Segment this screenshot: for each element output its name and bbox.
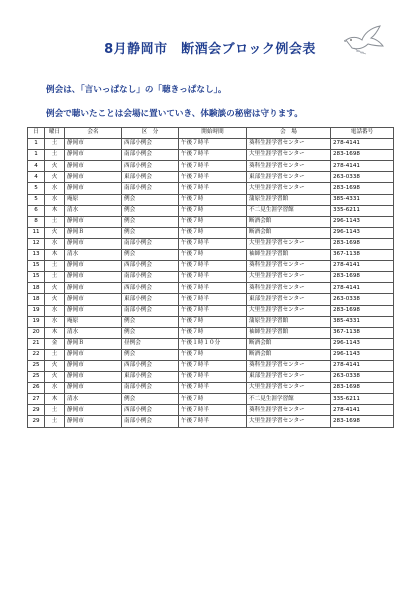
cell-phone: 385-4331 xyxy=(331,316,394,327)
cell-weekday: 土 xyxy=(45,272,65,283)
cell-day: 26 xyxy=(28,383,45,394)
cell-day: 29 xyxy=(28,416,45,427)
table-row xyxy=(28,372,394,383)
cell-group: 静岡市 xyxy=(65,405,122,416)
cell-weekday: 土 xyxy=(45,405,65,416)
table-row xyxy=(28,172,394,183)
cell-weekday: 土 xyxy=(45,416,65,427)
table-row xyxy=(28,183,394,194)
cell-start-time: 午後７時 xyxy=(179,205,247,216)
cell-venue: 大里生涯学習センター xyxy=(247,272,331,283)
cell-weekday: 火 xyxy=(45,161,65,172)
cell-category: 例会 xyxy=(122,394,179,405)
cell-group: 静岡市 xyxy=(65,372,122,383)
cell-start-time: 午後７時半 xyxy=(179,405,247,416)
cell-day: 21 xyxy=(28,338,45,349)
cell-group: 静岡市 xyxy=(65,238,122,249)
cell-phone: 367-1138 xyxy=(331,327,394,338)
cell-day: 19 xyxy=(28,305,45,316)
cell-weekday: 木 xyxy=(45,205,65,216)
cell-weekday: 水 xyxy=(45,194,65,205)
cell-group: 庵原 xyxy=(65,316,122,327)
cell-phone: 296-1143 xyxy=(331,227,394,238)
cell-category: 例会 xyxy=(122,205,179,216)
cell-venue: 蒲原生涯学習館 xyxy=(247,316,331,327)
cell-weekday: 火 xyxy=(45,294,65,305)
table-row xyxy=(28,383,394,394)
cell-venue: 葵科生涯学習センター xyxy=(247,161,331,172)
cell-venue: 袖師生涯学習館 xyxy=(247,250,331,261)
cell-weekday: 土 xyxy=(45,150,65,161)
cell-group: 静岡市 xyxy=(65,139,122,150)
cell-start-time: 午後７時半 xyxy=(179,360,247,371)
cell-weekday: 水 xyxy=(45,316,65,327)
cell-start-time: 午後７時半 xyxy=(179,161,247,172)
cell-phone: 283-1698 xyxy=(331,383,394,394)
cell-day: 13 xyxy=(28,250,45,261)
cell-phone: 278-4141 xyxy=(331,139,394,150)
cell-category: 例会 xyxy=(122,216,179,227)
cell-day: 8 xyxy=(28,216,45,227)
cell-group: 静岡市 xyxy=(65,416,122,427)
cell-start-time: 午後７時 xyxy=(179,227,247,238)
cell-start-time: 午後７時半 xyxy=(179,305,247,316)
cell-phone: 278-4141 xyxy=(331,283,394,294)
cell-start-time: 午後７時 xyxy=(179,327,247,338)
cell-start-time: 午後７時半 xyxy=(179,183,247,194)
cell-weekday: 火 xyxy=(45,227,65,238)
rule-note-2: 例会で聴いたことは会場に置いていき、体験談の秘密は守ります。 xyxy=(46,109,303,119)
cell-group: 静岡Ｂ xyxy=(65,338,122,349)
header-group: 会名 xyxy=(65,128,122,139)
cell-venue: 蒲原生涯学習館 xyxy=(247,194,331,205)
cell-weekday: 水 xyxy=(45,238,65,249)
rule-note-1: 例会は、「言いっぱなし」の「聴きっぱなし」。 xyxy=(46,85,227,95)
cell-phone: 283-1698 xyxy=(331,183,394,194)
cell-category: 南部小例会 xyxy=(122,383,179,394)
cell-start-time: 午後７時半 xyxy=(179,383,247,394)
cell-venue: 不二見生涯学習館 xyxy=(247,394,331,405)
table-row xyxy=(28,349,394,360)
cell-category: 例会 xyxy=(122,194,179,205)
cell-phone: 283-1698 xyxy=(331,305,394,316)
cell-day: 25 xyxy=(28,372,45,383)
cell-venue: 断酒会館 xyxy=(247,349,331,360)
cell-category: 南部小例会 xyxy=(122,272,179,283)
cell-category: 南部小例会 xyxy=(122,416,179,427)
cell-group: 静岡市 xyxy=(65,383,122,394)
cell-phone: 385-4331 xyxy=(331,194,394,205)
header-weekday: 曜日 xyxy=(45,128,65,139)
cell-group: 静岡市 xyxy=(65,150,122,161)
cell-start-time: 午後７時 xyxy=(179,394,247,405)
cell-day: 15 xyxy=(28,261,45,272)
cell-day: 27 xyxy=(28,394,45,405)
cell-weekday: 火 xyxy=(45,283,65,294)
cell-day: 11 xyxy=(28,227,45,238)
table-row xyxy=(28,294,394,305)
cell-venue: 大里生涯学習センター xyxy=(247,238,331,249)
cell-phone: 278-4141 xyxy=(331,261,394,272)
cell-phone: 263-0338 xyxy=(331,372,394,383)
cell-category: 東部小例会 xyxy=(122,172,179,183)
cell-venue: 葵科生涯学習センター xyxy=(247,360,331,371)
cell-day: 4 xyxy=(28,172,45,183)
cell-category: 例会 xyxy=(122,316,179,327)
cell-category: 西部小例会 xyxy=(122,161,179,172)
cell-day: 4 xyxy=(28,161,45,172)
cell-start-time: 午後７時半 xyxy=(179,261,247,272)
cell-phone: 263-0338 xyxy=(331,294,394,305)
cell-start-time: 午後７時 xyxy=(179,316,247,327)
cell-start-time: 午後７時 xyxy=(179,349,247,360)
table-header-row xyxy=(28,128,394,139)
table-row xyxy=(28,250,394,261)
cell-phone: 278-4141 xyxy=(331,360,394,371)
cell-category: 例会 xyxy=(122,327,179,338)
cell-day: 22 xyxy=(28,349,45,360)
cell-category: 昼例会 xyxy=(122,338,179,349)
table-row xyxy=(28,272,394,283)
cell-phone: 283-1698 xyxy=(331,150,394,161)
table-row xyxy=(28,338,394,349)
header-venue: 会 場 xyxy=(247,128,331,139)
cell-group: 静岡市 xyxy=(65,283,122,294)
table-row xyxy=(28,305,394,316)
cell-day: 18 xyxy=(28,294,45,305)
table-row xyxy=(28,416,394,427)
cell-category: 西部小例会 xyxy=(122,283,179,294)
cell-venue: 断酒会館 xyxy=(247,216,331,227)
cell-start-time: 午後７時 xyxy=(179,250,247,261)
cell-weekday: 木 xyxy=(45,394,65,405)
table-row xyxy=(28,394,394,405)
table-row xyxy=(28,261,394,272)
cell-start-time: 午後７時半 xyxy=(179,372,247,383)
cell-weekday: 土 xyxy=(45,349,65,360)
cell-venue: 東部生涯学習センター xyxy=(247,172,331,183)
cell-group: 清水 xyxy=(65,250,122,261)
cell-phone: 367-1138 xyxy=(331,250,394,261)
cell-group: 静岡Ｂ xyxy=(65,227,122,238)
table-row xyxy=(28,405,394,416)
cell-group: 静岡市 xyxy=(65,216,122,227)
page-title: 8月静岡市 断酒会ブロック例会表 xyxy=(104,42,316,57)
cell-weekday: 火 xyxy=(45,372,65,383)
cell-category: 東部小例会 xyxy=(122,294,179,305)
table-row xyxy=(28,238,394,249)
cell-venue: 東部生涯学習センター xyxy=(247,372,331,383)
table-row xyxy=(28,194,394,205)
cell-group: 清水 xyxy=(65,205,122,216)
cell-weekday: 土 xyxy=(45,261,65,272)
cell-group: 静岡市 xyxy=(65,349,122,360)
cell-venue: 大里生涯学習センター xyxy=(247,183,331,194)
cell-phone: 278-4141 xyxy=(331,405,394,416)
table-body xyxy=(28,139,394,427)
cell-weekday: 木 xyxy=(45,250,65,261)
cell-day: 29 xyxy=(28,405,45,416)
cell-start-time: 午後７時半 xyxy=(179,238,247,249)
cell-weekday: 土 xyxy=(45,216,65,227)
cell-weekday: 火 xyxy=(45,172,65,183)
table-row xyxy=(28,139,394,150)
meeting-schedule-table xyxy=(27,127,394,428)
cell-phone: 296-1143 xyxy=(331,216,394,227)
cell-venue: 葵科生涯学習センター xyxy=(247,139,331,150)
table-row xyxy=(28,316,394,327)
cell-start-time: 午後７時半 xyxy=(179,139,247,150)
cell-phone: 278-4141 xyxy=(331,161,394,172)
cell-start-time: 午後７時半 xyxy=(179,294,247,305)
cell-venue: 断酒会館 xyxy=(247,338,331,349)
cell-venue: 断酒会館 xyxy=(247,227,331,238)
cell-phone: 283-1698 xyxy=(331,416,394,427)
cell-start-time: 午後７時半 xyxy=(179,150,247,161)
cell-weekday: 水 xyxy=(45,383,65,394)
cell-venue: 袖師生涯学習館 xyxy=(247,327,331,338)
cell-group: 静岡市 xyxy=(65,294,122,305)
cell-start-time: 午後１時１０分 xyxy=(179,338,247,349)
cell-start-time: 午後７時半 xyxy=(179,172,247,183)
cell-phone: 335-6211 xyxy=(331,394,394,405)
cell-category: 西部小例会 xyxy=(122,139,179,150)
cell-phone: 296-1143 xyxy=(331,349,394,360)
table-row xyxy=(28,161,394,172)
cell-day: 1 xyxy=(28,139,45,150)
cell-category: 例会 xyxy=(122,349,179,360)
header-category: 区 分 xyxy=(122,128,179,139)
cell-venue: 葵科生涯学習センター xyxy=(247,261,331,272)
cell-category: 例会 xyxy=(122,250,179,261)
cell-group: 清水 xyxy=(65,394,122,405)
cell-phone: 296-1143 xyxy=(331,338,394,349)
cell-day: 25 xyxy=(28,360,45,371)
cell-weekday: 火 xyxy=(45,360,65,371)
cell-phone: 283-1698 xyxy=(331,238,394,249)
cell-venue: 大里生涯学習センター xyxy=(247,383,331,394)
cell-category: 西部小例会 xyxy=(122,405,179,416)
cell-group: 静岡市 xyxy=(65,183,122,194)
cell-start-time: 午後７時半 xyxy=(179,416,247,427)
cell-venue: 大里生涯学習センター xyxy=(247,416,331,427)
cell-category: 西部小例会 xyxy=(122,360,179,371)
cell-start-time: 午後７時半 xyxy=(179,283,247,294)
dove-icon xyxy=(344,24,386,56)
cell-group: 静岡市 xyxy=(65,161,122,172)
cell-phone: 263-0338 xyxy=(331,172,394,183)
cell-group: 静岡市 xyxy=(65,272,122,283)
cell-group: 静岡市 xyxy=(65,261,122,272)
cell-day: 19 xyxy=(28,316,45,327)
cell-weekday: 木 xyxy=(45,327,65,338)
cell-category: 南部小例会 xyxy=(122,238,179,249)
header-start-time: 開始時間 xyxy=(179,128,247,139)
cell-group: 清水 xyxy=(65,327,122,338)
cell-day: 6 xyxy=(28,205,45,216)
table-row xyxy=(28,283,394,294)
cell-phone: 335-6211 xyxy=(331,205,394,216)
cell-start-time: 午後７時 xyxy=(179,216,247,227)
cell-venue: 不二見生涯学習館 xyxy=(247,205,331,216)
cell-day: 12 xyxy=(28,238,45,249)
header-phone: 電話番号 xyxy=(331,128,394,139)
cell-start-time: 午後７時 xyxy=(179,194,247,205)
cell-day: 1 xyxy=(28,150,45,161)
cell-group: 静岡市 xyxy=(65,172,122,183)
cell-venue: 葵科生涯学習センター xyxy=(247,405,331,416)
cell-weekday: 水 xyxy=(45,305,65,316)
table-row xyxy=(28,227,394,238)
cell-category: 西部小例会 xyxy=(122,261,179,272)
table-row xyxy=(28,360,394,371)
cell-group: 庵原 xyxy=(65,194,122,205)
cell-venue: 大里生涯学習センター xyxy=(247,305,331,316)
cell-day: 18 xyxy=(28,283,45,294)
cell-group: 静岡市 xyxy=(65,305,122,316)
cell-category: 南部小例会 xyxy=(122,150,179,161)
cell-start-time: 午後７時半 xyxy=(179,272,247,283)
cell-day: 5 xyxy=(28,183,45,194)
table-row xyxy=(28,327,394,338)
cell-day: 20 xyxy=(28,327,45,338)
table-row xyxy=(28,205,394,216)
cell-venue: 大里生涯学習センター xyxy=(247,150,331,161)
header-day: 日 xyxy=(28,128,45,139)
cell-phone: 283-1698 xyxy=(331,272,394,283)
table-row xyxy=(28,216,394,227)
cell-category: 東部小例会 xyxy=(122,372,179,383)
cell-venue: 東部生涯学習センター xyxy=(247,294,331,305)
cell-day: 15 xyxy=(28,272,45,283)
cell-category: 例会 xyxy=(122,227,179,238)
cell-venue: 葵科生涯学習センター xyxy=(247,283,331,294)
table-row xyxy=(28,150,394,161)
cell-weekday: 水 xyxy=(45,183,65,194)
cell-group: 静岡市 xyxy=(65,360,122,371)
cell-category: 南部小例会 xyxy=(122,305,179,316)
cell-weekday: 土 xyxy=(45,139,65,150)
cell-weekday: 金 xyxy=(45,338,65,349)
cell-category: 南部小例会 xyxy=(122,183,179,194)
cell-day: 5 xyxy=(28,194,45,205)
